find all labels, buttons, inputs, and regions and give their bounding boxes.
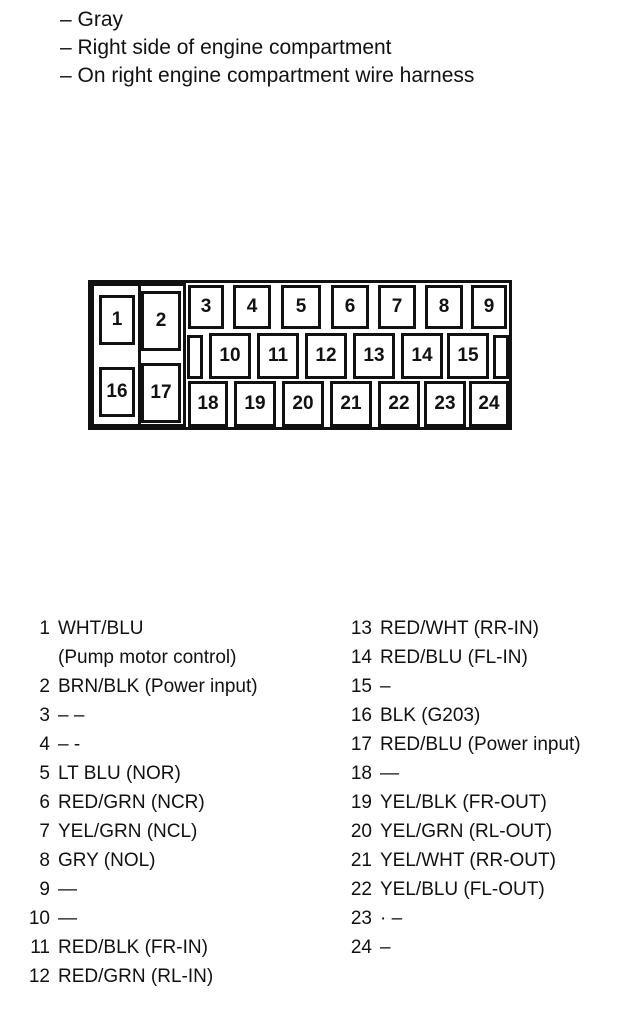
cavity-tab-left xyxy=(187,335,203,379)
pin-wire: YEL/WHT (RR-OUT) xyxy=(380,850,556,871)
pin-wire: — xyxy=(58,908,77,929)
pin-number: 16 xyxy=(350,705,372,726)
pin-number: 19 xyxy=(350,792,372,813)
pinout-row xyxy=(24,846,258,875)
pin-5: 5 xyxy=(281,285,321,329)
pinout-row xyxy=(24,730,258,759)
pin-wire: — xyxy=(58,879,77,900)
connector-notes xyxy=(60,6,474,90)
pinout-row xyxy=(346,701,581,730)
pin-wire: · – xyxy=(380,908,403,929)
pin-number: 21 xyxy=(350,850,372,871)
pin-9: 9 xyxy=(471,285,507,329)
pin-1: 1 xyxy=(99,295,135,345)
pinout-row xyxy=(346,759,581,788)
pin-wire: – - xyxy=(58,734,81,755)
pin-11: 11 xyxy=(257,333,299,379)
pinout-row xyxy=(24,904,258,933)
pin-6: 6 xyxy=(331,285,369,329)
pin-wire: YEL/BLU (FL-OUT) xyxy=(380,879,545,900)
pin-wire: GRY (NOL) xyxy=(58,850,156,871)
note-location: – Right side of engine compartment xyxy=(60,36,392,59)
note-color: – Gray xyxy=(60,8,124,31)
pinout-row xyxy=(346,875,581,904)
pin-23: 23 xyxy=(424,381,466,427)
pinout-row xyxy=(24,614,258,643)
pin-wire: RED/BLU (Power input) xyxy=(380,734,581,755)
pinout-row xyxy=(346,904,581,933)
pin-8: 8 xyxy=(425,285,463,329)
pin-number: 24 xyxy=(350,937,372,958)
pin-number: 22 xyxy=(350,879,372,900)
pin-7: 7 xyxy=(378,285,416,329)
pin-wire: RED/GRN (NCR) xyxy=(58,792,205,813)
pin-22: 22 xyxy=(378,381,420,427)
pin-wire: BRN/BLK (Power input) xyxy=(58,676,258,697)
pinout-row xyxy=(24,875,258,904)
pinout-row xyxy=(346,788,581,817)
pin-24: 24 xyxy=(469,381,509,427)
pin-wire: RED/WHT (RR-IN) xyxy=(380,618,540,639)
pin-15: 15 xyxy=(447,333,489,379)
pin-number: 5 xyxy=(39,763,50,784)
note-harness: – On right engine compartment wire harness xyxy=(60,64,475,87)
connector-diagram xyxy=(88,280,512,430)
pin-wire: – – xyxy=(58,705,85,726)
pinout-row xyxy=(24,933,258,962)
pin-10: 10 xyxy=(209,333,251,379)
pin-number: 17 xyxy=(350,734,372,755)
pin-wire: – xyxy=(380,937,391,958)
pinout-row xyxy=(346,643,581,672)
pin-number: 7 xyxy=(39,821,50,842)
pin-wire: RED/GRN (RL-IN) xyxy=(58,966,214,987)
pin-wire: RED/BLK (FR-IN) xyxy=(58,937,208,958)
pin-number: 11 xyxy=(30,937,50,958)
pin-wire: BLK (G203) xyxy=(380,705,481,726)
pin-number: 2 xyxy=(39,676,50,697)
pin-number: 20 xyxy=(350,821,372,842)
pin-20: 20 xyxy=(282,381,324,427)
pinout-row xyxy=(24,788,258,817)
pinout-row xyxy=(346,846,581,875)
pin-21: 21 xyxy=(330,381,372,427)
pin-wire: – xyxy=(380,676,391,697)
pin-4: 4 xyxy=(233,285,271,329)
pin-18: 18 xyxy=(188,381,228,427)
pin-17: 17 xyxy=(141,363,181,423)
pin-wire: RED/BLU (FL-IN) xyxy=(380,647,528,668)
pinout-row xyxy=(346,817,581,846)
pin-2: 2 xyxy=(141,291,181,351)
pin-number: 10 xyxy=(28,908,50,929)
pinout-row xyxy=(24,701,258,730)
pin-number: 9 xyxy=(39,879,50,900)
pin-16: 16 xyxy=(99,367,135,417)
pinout-row xyxy=(24,817,258,846)
pin-19: 19 xyxy=(234,381,276,427)
pin-number: 15 xyxy=(350,676,372,697)
pin-number: 13 xyxy=(350,618,372,639)
pin-number: 6 xyxy=(39,792,50,813)
pin-wire: LT BLU (NOR) xyxy=(58,763,181,784)
pinout-row xyxy=(24,759,258,788)
pin-wire: YEL/BLK (FR-OUT) xyxy=(380,792,547,813)
pin-wire: — xyxy=(380,763,399,784)
pin-3: 3 xyxy=(188,285,224,329)
pin-14: 14 xyxy=(401,333,443,379)
pinout-row xyxy=(24,962,258,991)
pin-13: 13 xyxy=(353,333,395,379)
pinout-list-right xyxy=(346,614,581,962)
pin-wire: YEL/GRN (RL-OUT) xyxy=(380,821,553,842)
pinout-row xyxy=(346,614,581,643)
pin-12: 12 xyxy=(305,333,347,379)
pinout-row xyxy=(346,730,581,759)
pin-number: 1 xyxy=(39,618,50,639)
pin-number: 3 xyxy=(39,705,50,726)
pin-number: 23 xyxy=(350,908,372,929)
pin-wire: WHT/BLU xyxy=(58,618,144,639)
pinout-row xyxy=(24,672,258,701)
cavity-tab-right xyxy=(493,335,509,379)
pin-number: 4 xyxy=(39,734,50,755)
pinout-list-left xyxy=(24,614,258,991)
pin-wire: YEL/GRN (NCL) xyxy=(58,821,198,842)
pin-wire-note: (Pump motor control) xyxy=(58,647,237,668)
pinout-row xyxy=(346,672,581,701)
pinout-row xyxy=(346,933,581,962)
pin-number: 8 xyxy=(39,850,50,871)
pin-number: 14 xyxy=(350,647,372,668)
pin-number: 12 xyxy=(28,966,50,987)
pin-number: 18 xyxy=(350,763,372,784)
